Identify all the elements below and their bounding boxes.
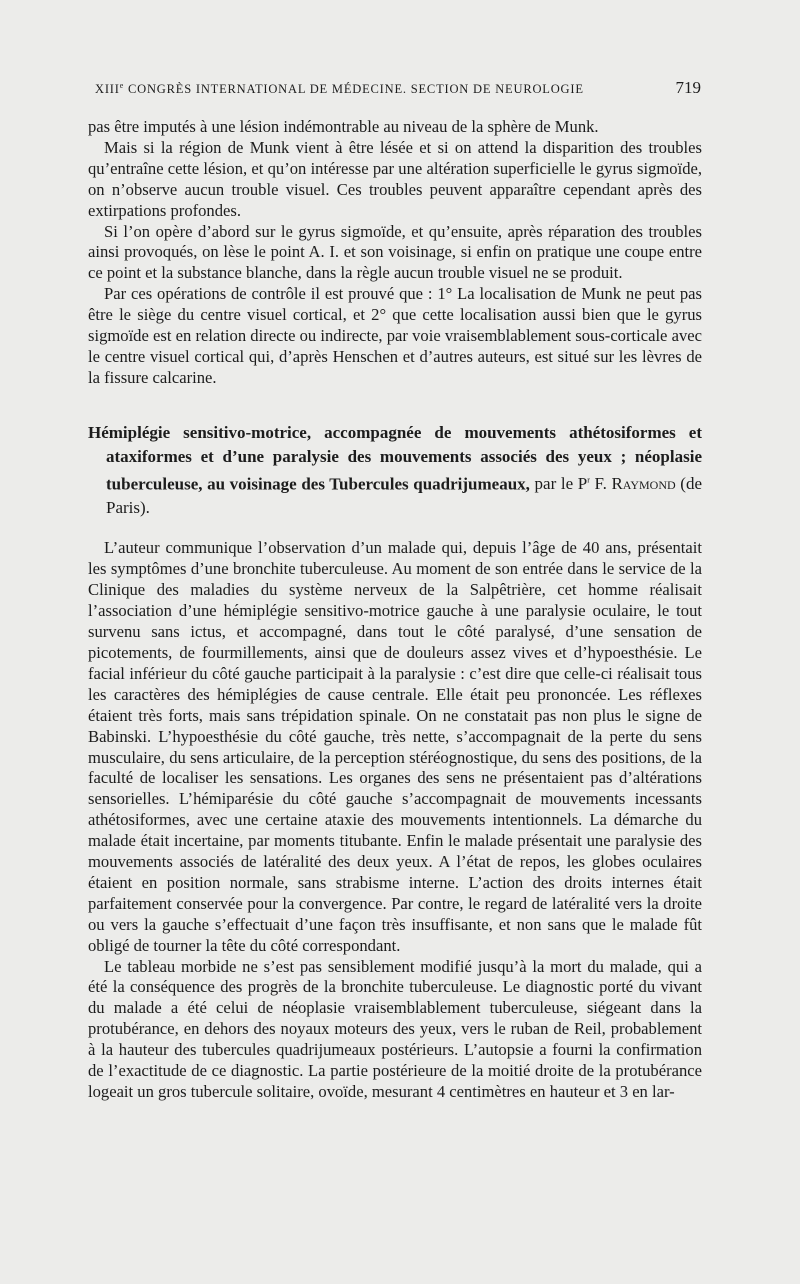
- byline-initial: F.: [589, 474, 612, 494]
- byline-sup: r: [587, 475, 590, 485]
- author-name: Raymond: [611, 474, 676, 494]
- body-text: [88, 117, 702, 1103]
- section-title-text: Hémiplégie sensitivo-motrice, accompagnée de mouvements athétosiformes et ataxiformes et d’une paralysie des mouvements associés des yeux ; néoplasie tuberculeuse, au voisinage des Tubercules quadrijumeaux,: [88, 422, 702, 494]
- congress-number-sup: e: [119, 80, 125, 90]
- running-title: [95, 81, 584, 97]
- byline-suffix: (de Paris).: [106, 474, 703, 518]
- section-heading: [88, 421, 702, 521]
- paragraph: Si l’on opère d’abord sur le gyrus sigmoïde, et qu’ensuite, après réparation des troubles ainsi provoqués, on lèse le point A. I. et son voisinage, si enfin on pratique une coupe entre ce point et la substance blanche, dans la règle aucun trouble visuel ne se produit.: [88, 221, 702, 283]
- running-header: [95, 78, 701, 98]
- paragraph: pas être imputés à une lésion indémontrable au niveau de la sphère de Munk.: [88, 117, 599, 136]
- paragraph: Mais si la région de Munk vient à être lésée et si on attend la disparition des troubles qu’entraîne cette lésion, et qu’on intéresse par une altération superficielle le gyrus sigmoïde, on n’observe aucun trouble visuel. Ces troubles peuvent apparaître cependant après des extirpations profondes.: [88, 137, 702, 220]
- page-number: 719: [675, 78, 701, 97]
- congress-number: XIII: [95, 82, 120, 96]
- byline-prefix: par le P: [529, 474, 588, 494]
- running-title-text: CONGRÈS INTERNATIONAL DE MÉDECINE. SECTION DE NEUROLOGIE: [128, 82, 584, 96]
- paragraph: Le tableau morbide ne s’est pas sensiblement modifié jusqu’à la mort du malade, qui a été la conséquence des progrès de la bronchite tuberculeuse. Le diagnostic porté du vivant du malade a été celui de néoplasie vraisemblablement tuberculeuse, siégeant dans la protubérance, en dehors des noyaux moteurs des yeux, vers le ruban de Reil, probablement à la hauteur des tubercules quadrijumeaux postérieurs. L’autopsie a fourni la confirmation de l’exactitude de ce diagnostic. La partie postérieure de la moitié droite de la protubérance logeait un gros tubercule solitaire, ovoïde, mesurant 4 centimètres en hauteur et 3 en lar-: [88, 956, 702, 1101]
- paragraph: L’auteur communique l’observation d’un malade qui, depuis l’âge de 40 ans, présentait les symptômes d’une bronchite tuberculeuse. Au moment de son entrée dans le service de la Clinique des maladies du système nerveux de la Salpêtrière, cet homme réalisait l’association d’une hémiplégie sensitivo-motrice gauche à une paralysie oculaire, le tout survenu sans ictus, et accompagné, dans tout le côté paralysé, d’une sensation de picotements, de fourmillements, ainsi que de douleurs assez vives et d’hypoesthésie. Le facial inférieur du côté gauche participait à la paralysie : c’est dire que celle-ci réalisait tous les caractères des hémiplégies de cause centrale. Elle était peu prononcée. Les réflexes étaient très forts, mais sans trépidation spinale. On ne constatait pas non plus le signe de Babinski. L’hypoesthésie du côté gauche, très nette, s’accompagnait de la perte du sens musculaire, du sens articulaire, de la perception stéréognostique, du sens des positions, de la faculté de localiser les sensations. Les organes des sens ne présentaient pas d’altérations sensorielles. L’hémiparésie du côté gauche s’accompagnait de mouvements incessants athétosiformes, avec une certaine ataxie des mouvements intentionnels. La démarche du malade était incertaine, par moments titubante. Enfin le malade présentait une paralysie des mouvements associés de latéralité des deux yeux. A l’état de repos, les globes oculaires étaient en position normale, sans strabisme interne. L’action des droits internes était parfaitement conservée pour la convergence. Par contre, le regard de latéralité vers la droite ou vers la gauche s’effectuait d’une façon très insuffisante, et non sans que le malade fût obligé de tourner la tête du côté correspondant.: [88, 538, 702, 955]
- paragraph: Par ces opérations de contrôle il est prouvé que : 1° La localisation de Munk ne peut pas être le siège du centre visuel cortical, et 2° que cette localisation aussi bien que le gyrus sigmoïde est en relation directe ou indirecte, par voie vraisemblablement sous-corticale avec le centre visuel cortical qui, d’après Henschen et d’autres auteurs, est situé sur les lèvres de la fissure calcarine.: [88, 284, 702, 387]
